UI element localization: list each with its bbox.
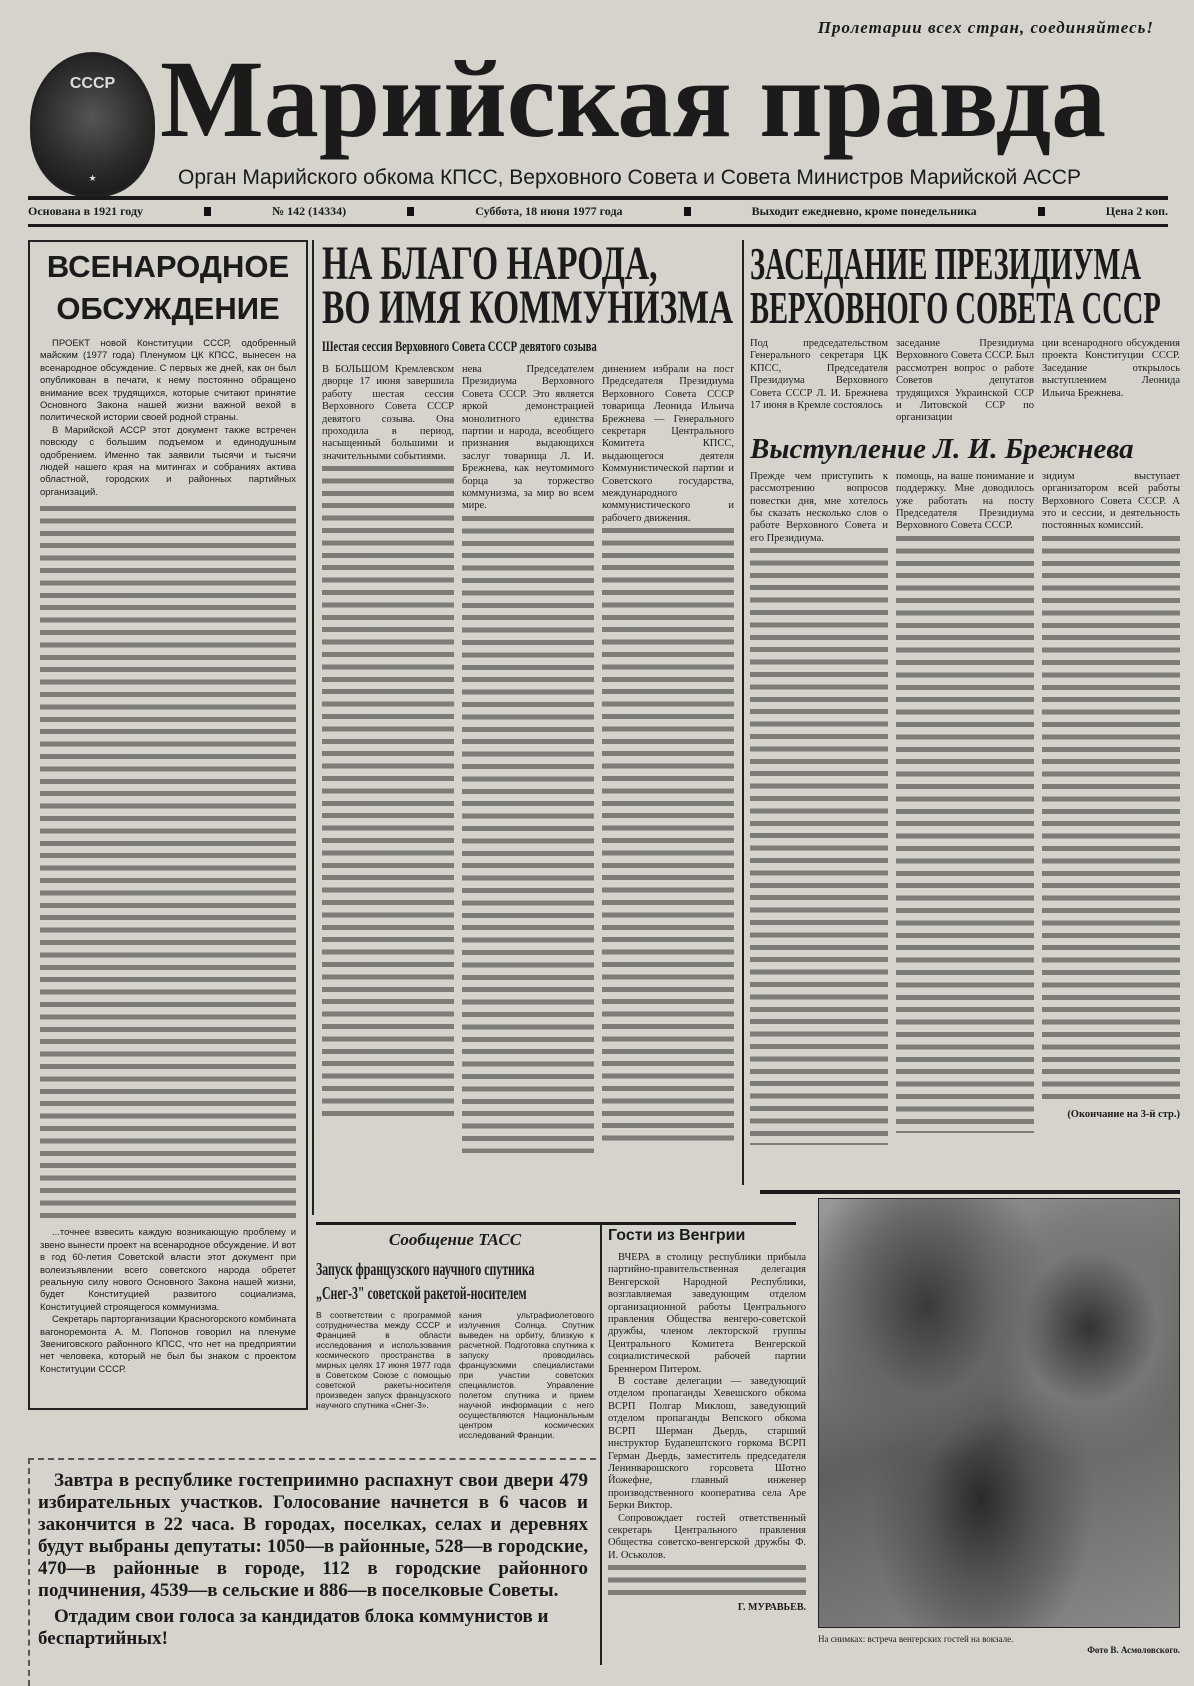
paragraph: кания ультрафиолетового излучения Солнца. Спутник выведен на орбиту, близкую к расчетной. Подготовка спутника к запуску проводилась французскими специалистами при участии советских специалистов. Управление полетом спутника и прием научной информации с него осуществляются Национальным центром космических исследований Франции. xyxy=(459,1310,594,1440)
paragraph: нева Председателем Президиума Верховного Совета СССР. Это является яркой демонстрацией монолитного единства партии и народа, всеобщего признания выдающихся заслуг товарища Л. И. Брежнева, как неутомимого борца за торжество коммунизма, за мир во всем мире. xyxy=(462,364,594,512)
headline-1: Запуск французского научного спутника xyxy=(316,1259,535,1279)
caption: На снимках: встреча венгерских гостей на вокзале. xyxy=(818,1634,1014,1644)
headline-2: ВЕРХОВНОГО СОВЕТА СССР xyxy=(750,282,1161,333)
paragraph: Секретарь парторганизации Красногорского комбината вагоноремонта А. М. Попонов говорил на пленуме Звениговского районного КПСС, что нет на предприятии нет человека, который не был бы знаком с проектом Конституции СССР. xyxy=(40,1314,296,1375)
dateline xyxy=(28,204,1168,219)
section-label: Сообщение ТАСС xyxy=(388,1230,522,1249)
text-body xyxy=(896,533,1034,1133)
continued-note: (Окончание на 3-й стр.) xyxy=(1067,1108,1180,1120)
speech-title: Выступление Л. И. Брежнева xyxy=(750,432,1134,465)
subheadline: Шестая сессия Верховного Совета СССР девятого созыва xyxy=(322,339,597,355)
divider xyxy=(312,240,314,1215)
order-emblem-icon: СССР ★ xyxy=(30,52,155,197)
headline-1: ВСЕНАРОДНОЕ xyxy=(46,249,290,284)
paragraph: В составе делегации — заведующий отделом пропаганды Хевешского обкома ВСРП Полгар Миклош, заведующий отделом пропаганды Вепского обкома ВСРП Шерман Дьердь, старший инструктор Будапештского горкома ВСРП Герман Дьердь, заместитель председателя Ленинварошского горсовета Шотно Йожефне, главный инженер производственного кооператива села Аре Берки Виктор. xyxy=(608,1376,806,1512)
article-presidium xyxy=(750,242,1180,1186)
paragraph: помощь, на ваше понимание и поддержку. Мне доводилось уже работать на посту Председателя Президиума Верховного Совета СССР. xyxy=(896,470,1034,532)
paragraph: зидиум выступает организатором всей работы Верховного Совета СССР. А это и сессии, и деятельность постоянных комиссий. xyxy=(1042,470,1180,532)
photo-caption xyxy=(818,1634,1180,1656)
newspaper-subtitle: Орган Марийского обкома КПСС, Верховного Совета и Совета Министров Марийской АССР xyxy=(178,166,1081,189)
slogan: Пролетарии всех стран, соединяйтесь! xyxy=(817,18,1154,37)
divider xyxy=(742,240,744,1185)
election-appeal: Отдадим свои голоса за кандидатов блока коммунистов и беспартийных! xyxy=(38,1606,549,1649)
text-body xyxy=(40,503,296,1223)
paragraph: Сопровождает гостей ответственный секретарь Центрального правления Общества советско-венгерской дружбы Ф. И. Оськолов. xyxy=(608,1512,806,1561)
author: Г. МУРАВЬЕВ. xyxy=(737,1602,806,1614)
paragraph: заседание Президиума Верховного Совета СССР. Был рассмотрен вопрос о работе Советов депутатов трудящихся Украинской ССР и Литовской ССР по организации xyxy=(896,338,1034,424)
divider xyxy=(28,196,1168,200)
paragraph: ПРОЕКТ новой Конституции СССР, одобренный майским (1977 года) Пленумом ЦК КПСС, вынесен на всенародное обсуждение. С первых же дней, как он был опубликован в печати, к нему постоянно обращено внимание всех трудящихся, которые считают принятие Основного Закона нашей жизни важной вехой в политической истории своей родной страны. xyxy=(40,338,296,424)
divider xyxy=(28,224,1168,227)
divider xyxy=(316,1222,796,1225)
paragraph: В Марийской АССР этот документ также встречен повсюду с большим подъемом и единодушным одобрением. Именно так заявили тысячи и тысячи людей нашего края на митингах и собраниях актива областной, городских и районных партийных организаций. xyxy=(40,424,296,498)
headline-2: „Снег-3" советской ракетой-носителем xyxy=(316,1283,527,1303)
article-discussion xyxy=(28,240,308,1410)
text-body xyxy=(750,545,888,1145)
paragraph: ции всенародного обсуждения проекта Конституции СССР. Заседание открылось выступлением Леонида Ильича Брежнева. xyxy=(1042,338,1180,399)
divider xyxy=(760,1190,1180,1194)
paragraph: В соответствии с программой сотрудничества между СССР и Францией в области исследования и использования космического пространства в мирных целях 17 июня 1977 года в Советском Союзе с помощью советской ракеты-носителя произведен запуск французского научного спутника «Снег-3». xyxy=(316,1310,451,1410)
text-body xyxy=(322,463,454,1123)
paragraph: Прежде чем приступить к рассмотрению вопросов повестки дня, мне хотелось бы сказать несколько слов о работе Верховного Совета и его Президиума. xyxy=(750,470,888,544)
price: Цена 2 коп. xyxy=(1105,204,1168,218)
text-body xyxy=(608,1562,806,1598)
headline-2: ОБСУЖДЕНИЕ xyxy=(56,291,280,326)
photo-credit: Фото В. Асмоловского. xyxy=(1087,1645,1180,1655)
paragraph: ...точнее взвесить каждую возникающую проблему и звено вынести проект на всенародное обсуждение. И вот в год 60-летия Советской власти этот документ при волеизъявлении всего советского народа обретет реальную силу нового Основного Закона нашей жизни, будет Конституцией развитого социализма, Конституцией строящегося коммунизма. xyxy=(40,1227,296,1313)
election-text: Завтра в республике гостеприимно распахнут свои двери 479 избирательных участков. Голосование начнется в 6 часов и закончится в 22 часа. В городах, поселках, селах и деревнях будут выбраны депутаты: 1050—в районные, 528—в городские, 470—в районные в городе, 112 в городские районного подчинения, 4539—в сельские и 886—в поселковые Советы. xyxy=(38,1470,588,1601)
text-body xyxy=(602,525,734,1145)
tass-article xyxy=(316,1230,594,1450)
frequency: Выходит ежедневно, кроме понедельника xyxy=(751,204,977,218)
text-body xyxy=(1042,533,1180,1103)
news-photo xyxy=(818,1198,1180,1628)
hungary-article xyxy=(608,1226,806,1614)
divider xyxy=(600,1225,602,1665)
article-session xyxy=(322,242,734,1212)
issue-number: № 142 (14334) xyxy=(272,204,347,218)
text-body xyxy=(462,513,594,1153)
paragraph: В БОЛЬШОМ Кремлевском дворце 17 июня завершила работу шестая сессия Верховного Совета СССР девятого созыва. Она проходила в период, насыщенный большими и значительными событиями. xyxy=(322,364,454,462)
founded: Основана в 1921 году xyxy=(28,204,144,218)
headline-1: ЗАСЕДАНИЕ ПРЕЗИДИУМА xyxy=(750,242,1142,289)
paragraph: ВЧЕРА в столицу республики прибыла партийно-правительственная делегация Венгерской Народной Республики, возглавляемая заведующим отделом организационной работы Центрального правления Общества венгеро-советской дружбы, членом лекторской группы Центрального Комитета Венгерской социалистической рабочей партии Бреннером Питером. xyxy=(608,1252,806,1375)
issue-date: Суббота, 18 июня 1977 года xyxy=(475,204,623,218)
newspaper-title: Марийская правда xyxy=(160,38,1107,160)
election-notice xyxy=(28,1458,596,1686)
paragraph: Под председательством Генерального секретаря ЦК КПСС, Председателя Президиума Верховного Совета СССР Л. И. Брежнева 17 июня в Кремле состоялось xyxy=(750,338,888,412)
paragraph: динением избрали на пост Председателя Президиума Верховного Совета СССР товарища Леонида Ильича Брежнева — Генерального секретаря Центрального Комитета КПСС, выдающегося деятеля Коммунистической партии и Советского государства, международного коммунистического и рабочего движения. xyxy=(602,364,734,524)
headline-2: ВО ИМЯ КОММУНИЗМА xyxy=(322,281,734,334)
headline: Гости из Венгрии xyxy=(608,1227,746,1244)
headline-1: НА БЛАГО НАРОДА, xyxy=(322,242,658,290)
